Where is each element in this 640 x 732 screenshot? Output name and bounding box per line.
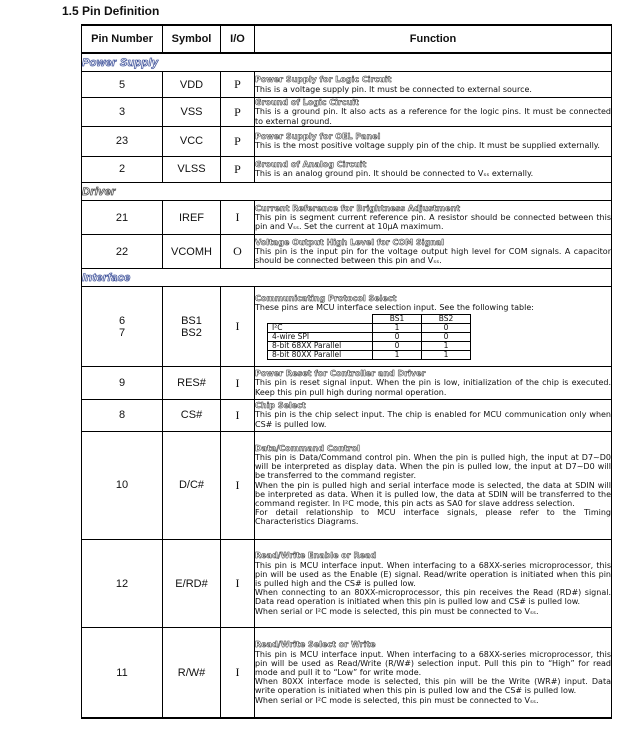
pin-number: 5 xyxy=(82,72,163,98)
table-row xyxy=(82,126,612,156)
pin-symbol: IREF xyxy=(163,201,221,235)
pin-io: I xyxy=(221,431,255,539)
function-paragraph: When the pin is pulled high and serial interface mode is selected, the data at SDIN will be interpreted as data. When it is pulled low, the data at SDIN will be transferred to the command register. In I²C mode, this pin acts as SA0 for slave address selection. xyxy=(255,480,611,509)
table-row xyxy=(82,367,612,399)
function-paragraph: For detail relationship to MCU interface signals, please refer to the Timing Characteristics Diagrams. xyxy=(255,508,611,527)
pin-function xyxy=(255,98,612,127)
pin-function xyxy=(255,201,612,235)
protocol-row xyxy=(268,350,471,359)
pin-number: 23 xyxy=(82,126,163,156)
header-pin-number: Pin Number xyxy=(82,25,163,53)
pin-symbol: BS1 BS2 xyxy=(163,287,221,367)
function-title: Chip Select xyxy=(255,401,306,411)
group-row-driver xyxy=(82,183,612,201)
pin-number: 8 xyxy=(82,399,163,431)
function-desc: This pin is the input pin for the voltage output high level for COM signals. A capacitor should be connected between this pin and Vₛₛ. xyxy=(255,247,611,266)
header-symbol: Symbol xyxy=(163,25,221,53)
pin-symbol: VCOMH xyxy=(163,235,221,269)
pin-number: 11 xyxy=(82,628,163,718)
protocol-row xyxy=(268,323,471,332)
header-row xyxy=(82,25,612,53)
pin-symbol: VSS xyxy=(163,98,221,127)
pin-io: P xyxy=(221,72,255,98)
pin-function xyxy=(255,431,612,539)
table-row xyxy=(82,399,612,431)
table-row xyxy=(82,287,612,367)
function-title: Voltage Output High Level for COM Signal xyxy=(255,237,445,247)
function-title: Ground of Analog Circuit xyxy=(255,160,367,170)
pin-io: I xyxy=(221,367,255,399)
pin-io: I xyxy=(221,628,255,718)
pin-symbol: E/RD# xyxy=(163,539,221,627)
table-row xyxy=(82,72,612,98)
protocol-label: 4-wire SPI xyxy=(268,332,373,341)
function-desc xyxy=(255,453,611,527)
pin-io: O xyxy=(221,235,255,269)
bs2-value: 0 xyxy=(422,323,471,332)
pin-io: P xyxy=(221,126,255,156)
function-paragraph: When serial or I²C mode is selected, this pin must be connected to Vₛₛ. xyxy=(255,695,539,705)
protocol-row xyxy=(268,332,471,341)
pin-io: I xyxy=(221,399,255,431)
pin-io: P xyxy=(221,98,255,127)
bs2-value: 1 xyxy=(422,341,471,350)
pin-number: 6 7 xyxy=(82,287,163,367)
bs1-value: 0 xyxy=(373,341,422,350)
bs1-value: 1 xyxy=(373,323,422,332)
function-desc: This is the most positive voltage supply pin of the chip. It must be supplied externally. xyxy=(255,141,600,151)
pin-definition-table xyxy=(81,24,612,719)
function-title: Read/Write Enable or Read xyxy=(255,551,377,561)
function-title: Power Supply for Logic Circuit xyxy=(255,75,392,85)
protocol-label: 8-bit 68XX Parallel xyxy=(268,341,373,350)
function-desc xyxy=(255,650,611,705)
function-title: Communicating Protocol Select xyxy=(255,294,397,304)
pin-io: I xyxy=(221,539,255,627)
pin-io: I xyxy=(221,201,255,235)
function-title: Read/Write Select or Write xyxy=(255,640,376,650)
pin-symbol: VCC xyxy=(163,126,221,156)
protocol-row xyxy=(268,341,471,350)
pin-number: 3 xyxy=(82,98,163,127)
group-label-interface: Interface xyxy=(82,269,612,287)
function-desc: This is a ground pin. It also acts as a reference for the logic pins. It must be connected to external ground. xyxy=(255,107,611,126)
pin-function xyxy=(255,235,612,269)
group-row-interface xyxy=(82,269,612,287)
pin-symbol: VLSS xyxy=(163,156,221,182)
pin-function xyxy=(255,72,612,98)
table-row xyxy=(82,235,612,269)
pin-io: P xyxy=(221,156,255,182)
pin-function xyxy=(255,628,612,718)
function-desc: This is an analog ground pin. It should be connected to Vₛₛ externally. xyxy=(255,169,534,179)
bs1-header: BS1 xyxy=(373,314,422,323)
table-row xyxy=(82,156,612,182)
header-function: Function xyxy=(255,25,612,53)
pin-function xyxy=(255,156,612,182)
function-paragraph: When serial or I²C mode is selected, this pin must be connected to Vₛₛ. xyxy=(255,606,539,616)
pin-io: I xyxy=(221,287,255,367)
pin-number: 9 xyxy=(82,367,163,399)
pin-function xyxy=(255,539,612,627)
pin-symbol: R/W# xyxy=(163,628,221,718)
function-paragraph: This pin is MCU interface input. When interfacing to a 68XX-series microprocessor, this pin will be used as the Enable (E) signal. Read/write operation is initiated when this pin is pulled high and the CS# is pulled low. xyxy=(255,560,611,588)
bs1-value: 1 xyxy=(373,350,422,359)
bs2-value: 1 xyxy=(422,350,471,359)
group-label-driver: Driver xyxy=(82,183,612,201)
pin-function xyxy=(255,126,612,156)
pin-symbol: D/C# xyxy=(163,431,221,539)
table-row xyxy=(82,431,612,539)
function-desc: This is a voltage supply pin. It must be connected to external source. xyxy=(255,84,532,94)
function-title: Data/Command Control xyxy=(255,443,360,453)
protocol-label: 8-bit 80XX Parallel xyxy=(268,350,373,359)
protocol-select-table xyxy=(267,314,471,360)
bs2-header: BS2 xyxy=(422,314,471,323)
function-desc: This pin is segment current reference pin. A resistor should be connected between this pin and Vₛₛ. Set the current at 10μA maximum. xyxy=(255,212,611,232)
pin-number: 21 xyxy=(82,201,163,235)
pin-function xyxy=(255,399,612,431)
function-desc: These pins are MCU interface selection input. See the following table: xyxy=(255,303,534,313)
function-title: Ground of Logic Circuit xyxy=(255,98,359,108)
header-io: I/O xyxy=(221,25,255,53)
pin-symbol: CS# xyxy=(163,399,221,431)
protocol-label: I²C xyxy=(268,323,373,332)
pin-number: 2 xyxy=(82,156,163,182)
group-row-power xyxy=(82,53,612,72)
function-desc: This pin is the chip select input. The chip is enabled for MCU communication only when CS# is pulled low. xyxy=(255,410,611,429)
pin-function xyxy=(255,287,612,367)
function-title: Power Reset for Controller and Driver xyxy=(255,369,426,379)
function-title: Current Reference for Brightness Adjustment xyxy=(255,203,461,213)
pin-function xyxy=(255,367,612,399)
bs1-value: 0 xyxy=(373,332,422,341)
function-paragraph: When 80XX interface mode is selected, this pin will be the Write (WR#) input. Data write operation is initiated when this pin is pulled low and the CS# is pulled low. xyxy=(255,677,611,696)
bs2-value: 0 xyxy=(422,332,471,341)
function-paragraph: This pin is Data/Command control pin. When the pin is pulled high, the input at D7~D0 will be interpreted as display data. When the pin is pulled low, the input at D7~D0 will be transferred to the command register. xyxy=(255,453,611,481)
table-row xyxy=(82,98,612,127)
group-label-power: Power Supply xyxy=(82,53,612,72)
pin-symbol: RES# xyxy=(163,367,221,399)
function-paragraph: When connecting to an 80XX-microprocessor, this pin receives the Read (RD#) signal. Data read operation is initiated when this pin is pulled low and CS# is pulled low. xyxy=(255,588,611,607)
pin-symbol: VDD xyxy=(163,72,221,98)
table-row xyxy=(82,201,612,235)
table-row xyxy=(82,539,612,627)
pin-number: 10 xyxy=(82,431,163,539)
section-heading: 1.5 Pin Definition xyxy=(62,4,160,18)
pin-number: 22 xyxy=(82,235,163,269)
function-desc xyxy=(255,561,611,616)
function-paragraph: This pin is MCU interface input. When interfacing to a 68XX-series microprocessor, this pin will be used as Read/Write (R/W#) selection input. Pull this pin to “High” for read mode and pull it to “Low” for write mode. xyxy=(255,649,611,677)
function-desc: This pin is reset signal input. When the pin is low, initialization of the chip is executed. Keep this pin pull high during normal operation. xyxy=(255,378,611,397)
function-title: Power Supply for OEL Panel xyxy=(255,132,381,142)
pin-number: 12 xyxy=(82,539,163,627)
table-row xyxy=(82,628,612,718)
